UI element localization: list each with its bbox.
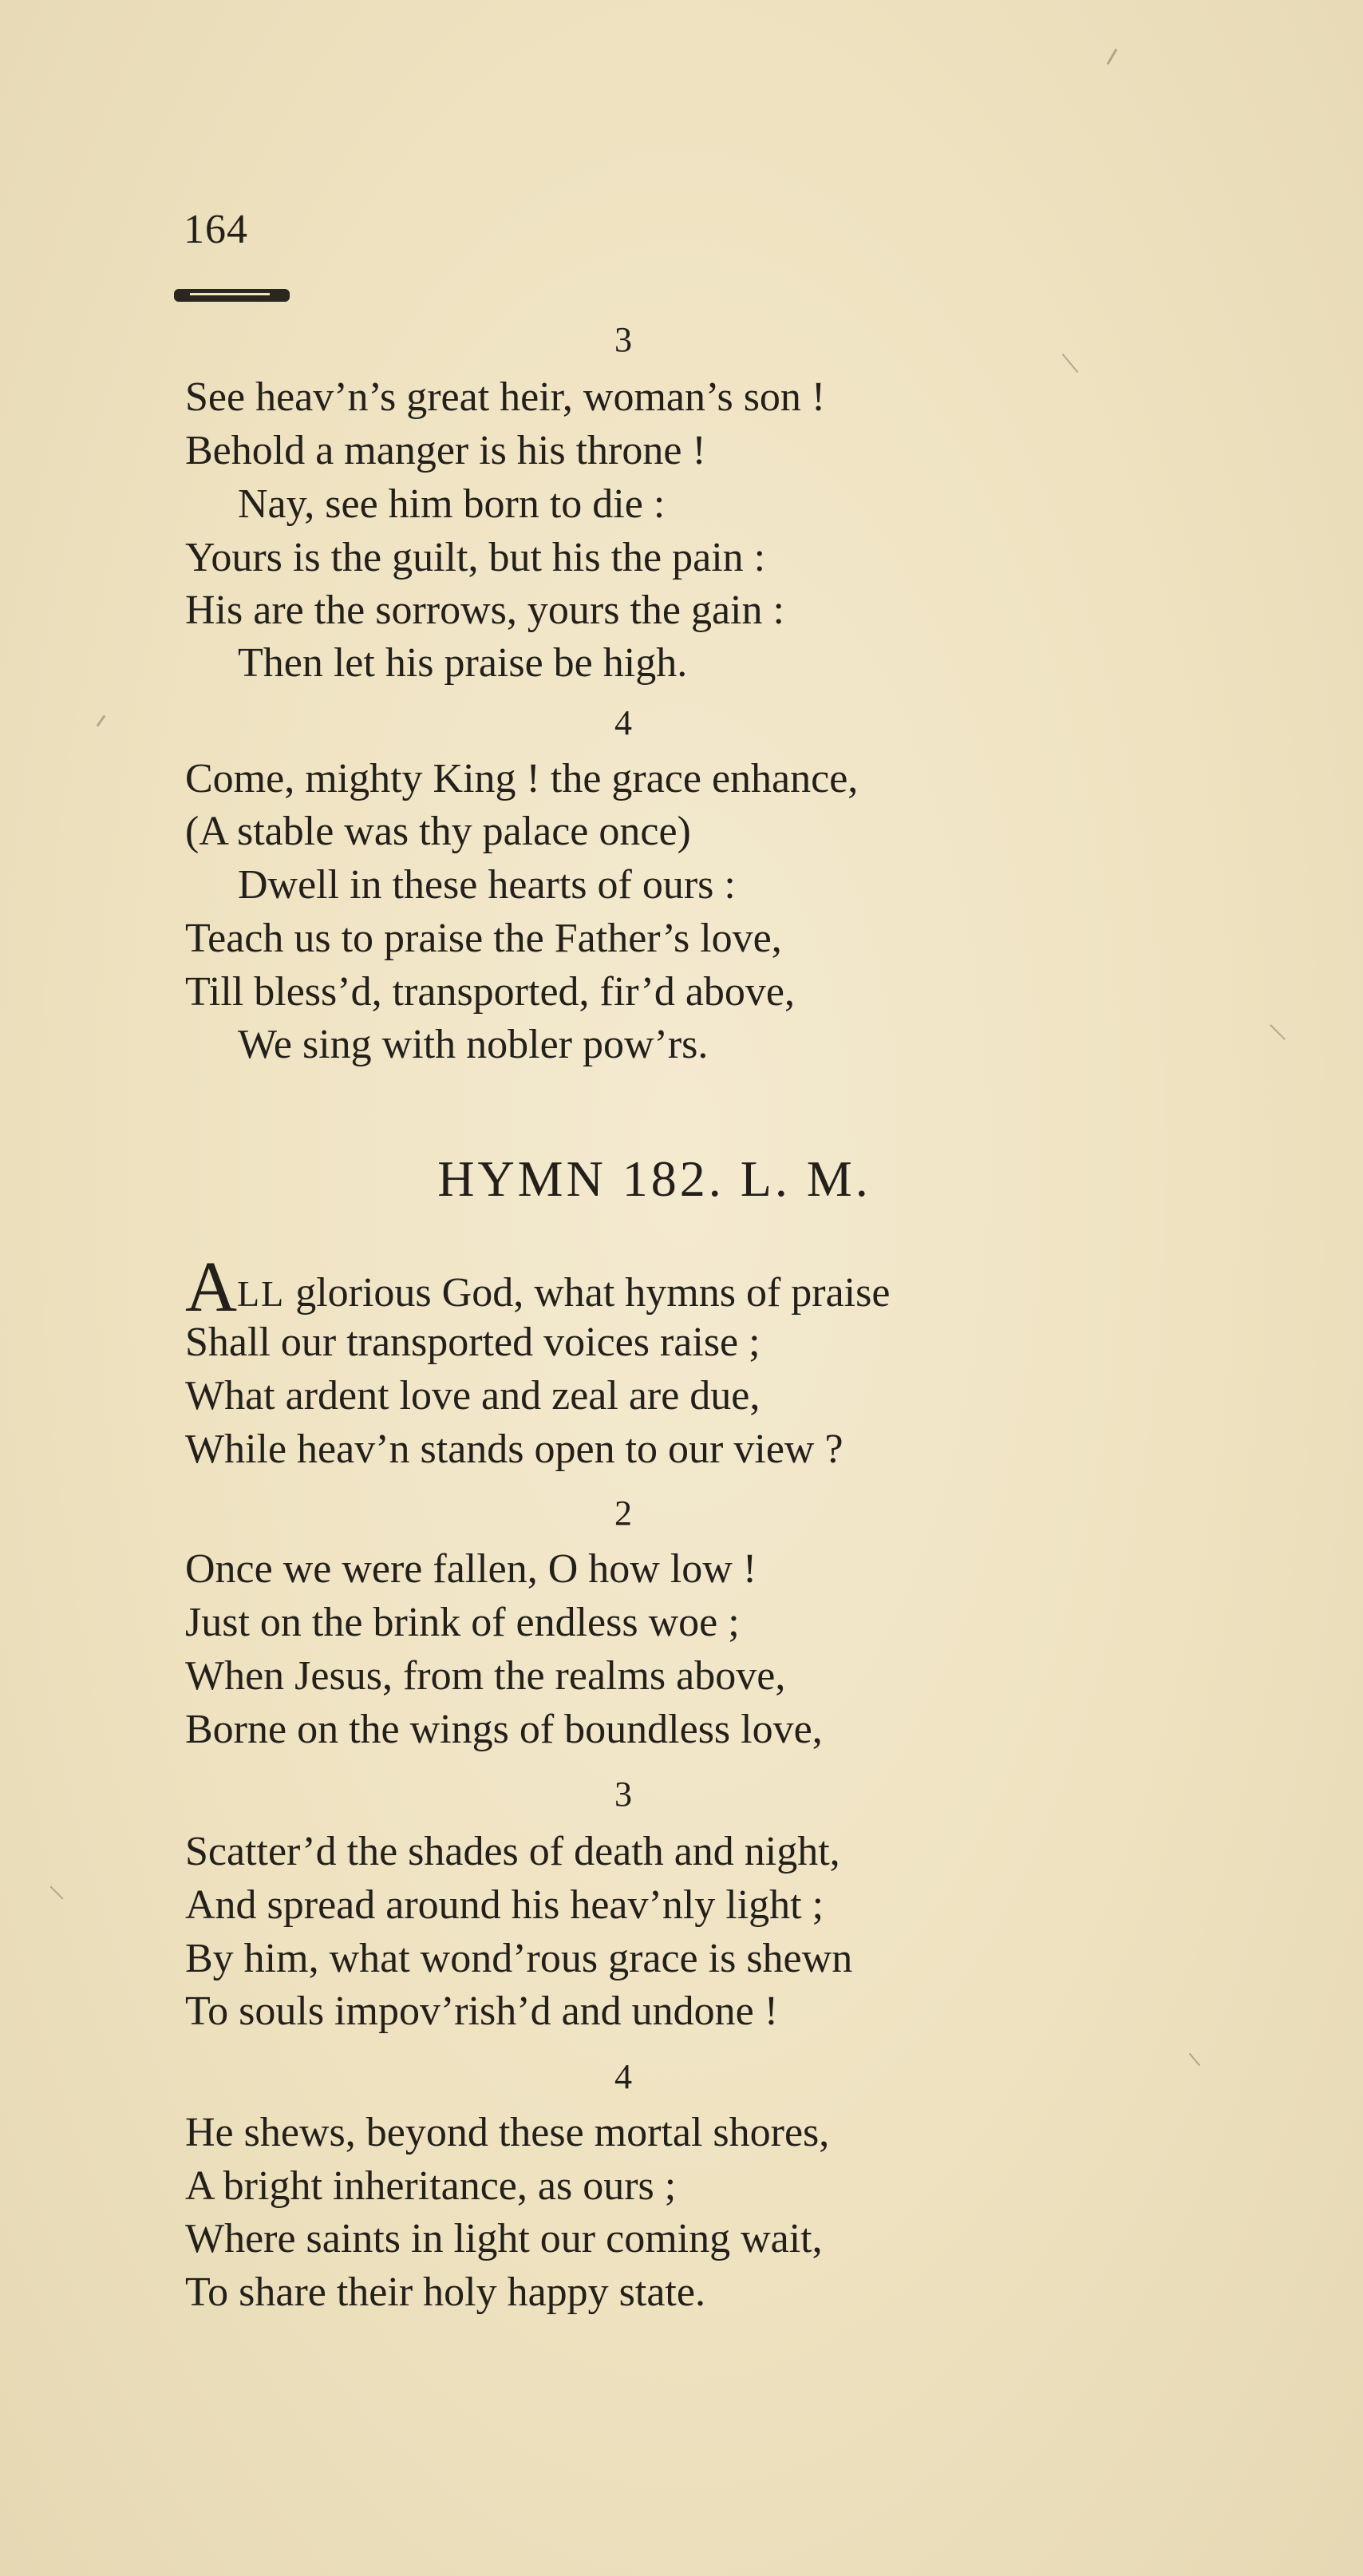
header-rule — [174, 289, 290, 302]
verse-line: Teach us to praise the Father’s love, — [185, 916, 782, 961]
verse-line: Come, mighty King ! the grace enhance, — [185, 756, 859, 801]
paper-speck — [1270, 1024, 1286, 1040]
verse-line: Shall our transported voices raise ; — [185, 1320, 761, 1365]
verse-first-line — [185, 1248, 891, 1327]
verse-line: Once we were fallen, O how low ! — [185, 1546, 757, 1592]
verse-line: Behold a manger is his throne ! — [185, 428, 706, 473]
verse-line: Nay, see him born to die : — [238, 481, 666, 527]
verse-line: By him, what wond’rous grace is shewn — [185, 1936, 853, 1981]
verse-line: Where saints in light our coming wait, — [185, 2216, 823, 2261]
paper-speck — [50, 1886, 64, 1900]
verse-line: Yours is the guilt, but his the pain : — [185, 535, 766, 580]
verse-line: Scatter’d the shades of death and night, — [185, 1829, 840, 1874]
stanza-number: 3 — [614, 1775, 632, 1814]
verse-line: When Jesus, from the realms above, — [185, 1653, 786, 1699]
small-caps: LL — [237, 1273, 286, 1314]
drop-cap: A — [185, 1248, 237, 1327]
verse-line: Till bless’d, transported, fir’d above, — [185, 969, 796, 1015]
verse-line: What ardent love and zeal are due, — [185, 1373, 761, 1419]
verse-line: And spread around his heav’nly light ; — [185, 1882, 824, 1928]
paper-speck — [1107, 49, 1118, 65]
verse-line: (A stable was thy palace once) — [185, 809, 691, 854]
hymn-title: HYMN 182. L. M. — [437, 1150, 871, 1207]
verse-line: Borne on the wings of boundless love, — [185, 1707, 823, 1752]
verse-line: A bright inheritance, as ours ; — [185, 2163, 677, 2209]
verse-line: Just on the brink of endless woe ; — [185, 1600, 740, 1645]
page-number: 164 — [184, 207, 248, 252]
verse-line: To share their holy happy state. — [185, 2269, 705, 2315]
verse-line: To souls impov’rish’d and undone ! — [185, 1988, 779, 2034]
verse-line: We sing with nobler pow’rs. — [238, 1022, 709, 1067]
stanza-number: 4 — [614, 703, 632, 742]
verse-line: While heav’n stands open to our view ? — [185, 1426, 843, 1472]
first-line-rest: glorious God, what hymns of praise — [285, 1270, 891, 1316]
stanza-number: 4 — [614, 2057, 632, 2096]
verse-line: Dwell in these hearts of ours : — [238, 862, 736, 908]
stanza-number: 2 — [614, 1494, 632, 1533]
stanza-number: 3 — [614, 320, 632, 359]
verse-line: He shews, beyond these mortal shores, — [185, 2110, 830, 2155]
verse-line: Then let his praise be high. — [238, 640, 688, 686]
verse-line: See heav’n’s great heir, woman’s son ! — [185, 374, 826, 420]
verse-line: His are the sorrows, yours the gain : — [185, 588, 784, 633]
